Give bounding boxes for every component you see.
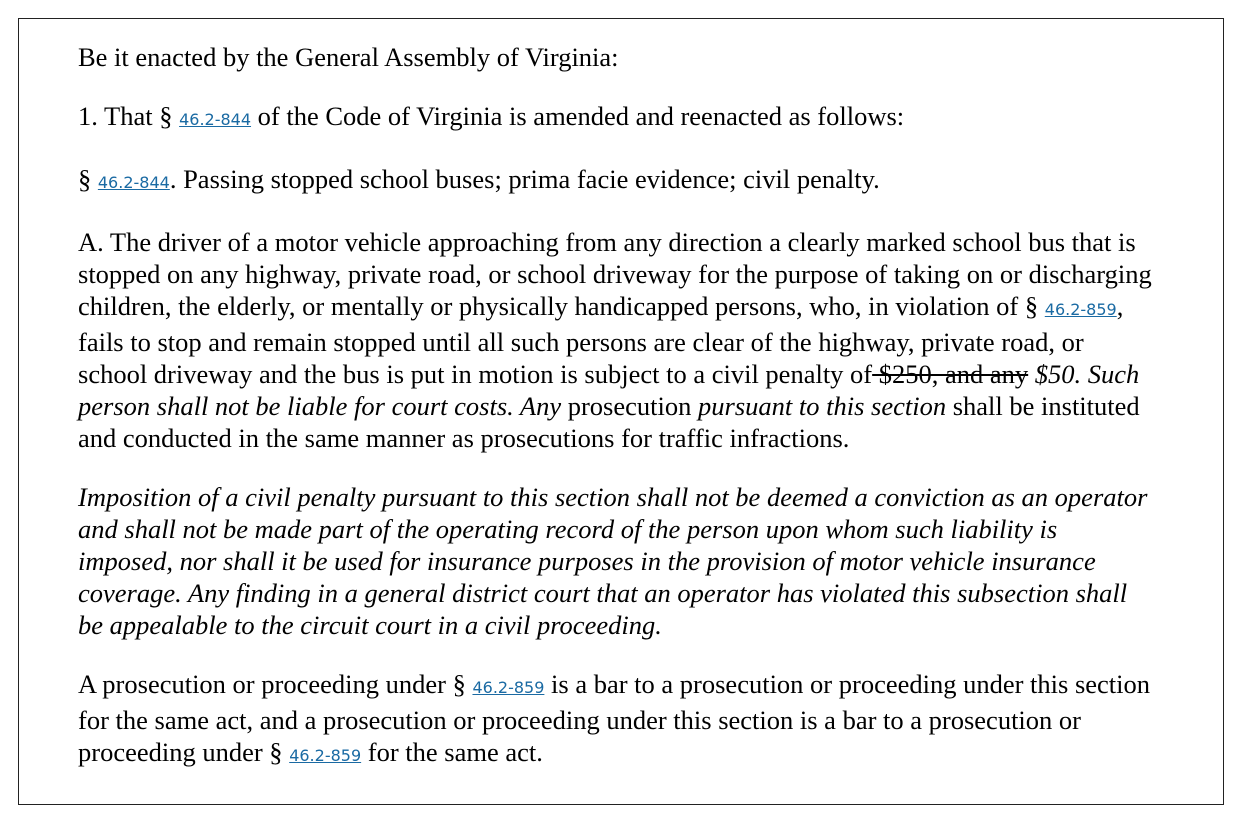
paragraph-a-text-4: shall be instituted and conducted in the same manner as prosecutions for traffic infractions. [78, 391, 1140, 453]
paragraph-a-text-3: prosecution [561, 391, 698, 421]
document-frame [18, 18, 1224, 805]
code-section-link-46-2-859-bar-1[interactable]: 46.2-859 [472, 678, 545, 697]
struck-text: $250, and any [872, 359, 1029, 389]
section-heading-title: . Passing stopped school buses; prima facie evidence; civil penalty. [169, 164, 880, 194]
paragraph-a-text-2: , fails to stop and remain stopped until all such persons are clear of the highway, private road, or school driveway and the bus is put in motion is subject to a civil penalty of [78, 291, 1124, 389]
paragraph-a-text-1: A. The driver of a motor vehicle approaching from any direction a clearly marked school bus that is stopped on any highway, private road, or school driveway for the purpose of taking on or discharging children, the elderly, or mentally or physically handicapped persons, who, in violation of § [78, 227, 1152, 321]
paragraph-a [78, 226, 1158, 454]
enacting-clause [78, 41, 1158, 73]
paragraph-bar-text-3: for the same act. [361, 737, 543, 767]
paragraph-imposition [78, 481, 1158, 641]
bill-text [78, 41, 1158, 799]
section-heading [78, 163, 1158, 199]
paragraph-bar-text-1: A prosecution or proceeding under § [78, 669, 473, 699]
code-section-link-46-2-859-bar-2[interactable]: 46.2-859 [289, 746, 362, 765]
inserted-text-2: pursuant to this section [698, 391, 947, 421]
inserted-text: $50. Such person shall not be liable for court costs. Any [78, 359, 1140, 421]
paragraph-bar-text-2: is a bar to a prosecution or proceeding under this section for the same act, and a prosecution or proceeding under this section is a bar to a prosecution or proceeding under § [78, 669, 1151, 767]
section-amendment-prefix: 1. That § [78, 101, 180, 131]
section-heading-symbol: § [78, 164, 98, 194]
code-section-link-46-2-844[interactable]: 46.2-844 [179, 110, 252, 129]
section-amendment-suffix: of the Code of Virginia is amended and reenacted as follows: [251, 101, 905, 131]
code-section-link-46-2-859[interactable]: 46.2-859 [1044, 300, 1117, 319]
section-heading-link[interactable]: 46.2-844 [97, 173, 170, 192]
enacting-clause-text: Be it enacted by the General Assembly of Virginia: [78, 42, 619, 72]
section-amendment-line [78, 100, 1158, 136]
paragraph-bar [78, 668, 1158, 772]
paragraph-imposition-text: Imposition of a civil penalty pursuant to this section shall not be deemed a conviction as an operator and shall not be made part of the operating record of the person upon whom such liability is imposed, nor shall it be used for insurance purposes in the provision of motor vehicle insurance coverage. Any finding in a general district court that an operator has violated this subsection shall be appealable to the circuit court in a civil proceeding. [78, 482, 1148, 640]
